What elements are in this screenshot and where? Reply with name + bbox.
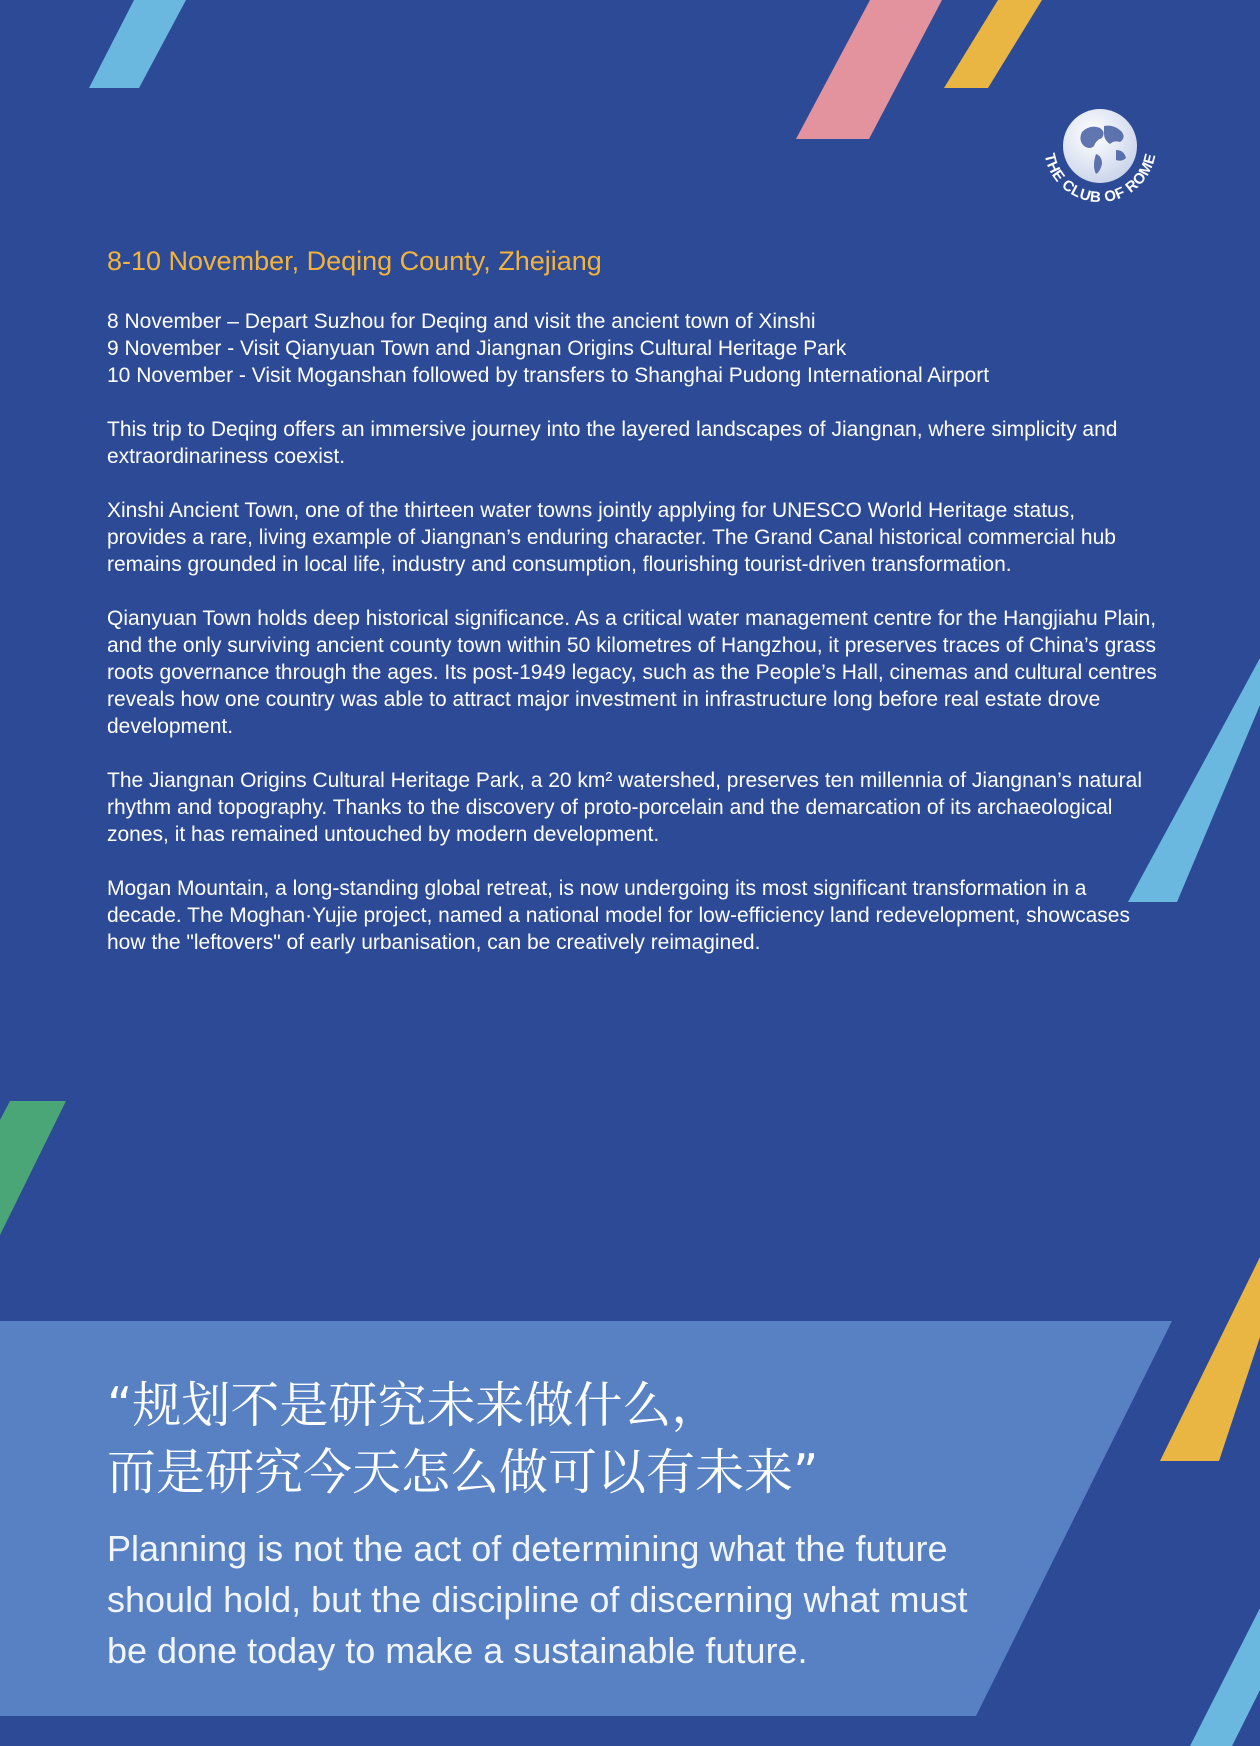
- paragraph-heritage-park: The Jiangnan Origins Cultural Heritage Park, a 20 km² watershed, preserves ten millennia of Jiangnan’s natural rhythm and topography. Thanks to the discovery of proto-porcelain and the demarcation of its archaeological zones, it has remained untouched by modern development.: [107, 769, 1142, 846]
- stripe-right-yellow: [1160, 1257, 1260, 1461]
- stripe-top-pink: [796, 0, 942, 139]
- paragraph-mogan: Mogan Mountain, a long-standing global retreat, is now undergoing its most significant transformation in a decade. The Moghan·Yujie project, named a national model for low-efficiency land redevelopment, showcases how the "leftovers" of early urbanisation, can be creatively reimagined.: [107, 877, 1130, 954]
- stripe-right-blue-bottom: [1190, 1608, 1260, 1746]
- quote-english: Planning is not the act of determining what the future should hold, but the discipline of discerning what must be done today to make a sustainable future.: [107, 1528, 968, 1671]
- quote-chinese: “规划不是研究未来做什么， 而是研究今天怎么做可以有未来”: [107, 1377, 819, 1501]
- schedule-item: 8 November – Depart Suzhou for Deqing and visit the ancient town of Xinshi: [107, 310, 816, 333]
- stripe-top-left-blue: [89, 0, 186, 88]
- stripe-top-yellow: [944, 0, 1042, 88]
- paragraph-xinshi: Xinshi Ancient Town, one of the thirteen water towns jointly applying for UNESCO World Heritage status, provides a rare, living example of Jiangnan’s enduring character. The Grand Canal historical commercial hub remains grounded in local life, industry and consumption, flourishing tourist-driven transformation.: [107, 499, 1116, 576]
- schedule-item: 10 November - Visit Moganshan followed by transfers to Shanghai Pudong International Airport: [107, 364, 990, 387]
- paragraph-intro: This trip to Deqing offers an immersive journey into the layered landscapes of Jiangnan, where simplicity and extraordinariness coexist.: [107, 418, 1118, 468]
- globe-icon: [1063, 109, 1137, 183]
- club-of-rome-logo: [1038, 104, 1162, 214]
- stripe-left-green: [0, 1101, 66, 1235]
- schedule-item: 9 November - Visit Qianyuan Town and Jiangnan Origins Cultural Heritage Park: [107, 337, 847, 360]
- section-heading: 8-10 November, Deqing County, Zhejiang: [107, 246, 602, 276]
- schedule-list: [107, 308, 989, 389]
- logo-text: THE CLUB OF ROME: [1040, 151, 1160, 207]
- paragraph-qianyuan: Qianyuan Town holds deep historical significance. As a critical water management centre for the Hangjiahu Plain, and the only surviving ancient county town within 50 kilometres of Hangzhou, it preserves traces of China’s grass roots governance through the ages. Its post-1949 legacy, such as the People’s Hall, cinemas and cultural centres reveals how one country was able to attract major investment in infrastructure long before real estate drove development.: [107, 607, 1157, 738]
